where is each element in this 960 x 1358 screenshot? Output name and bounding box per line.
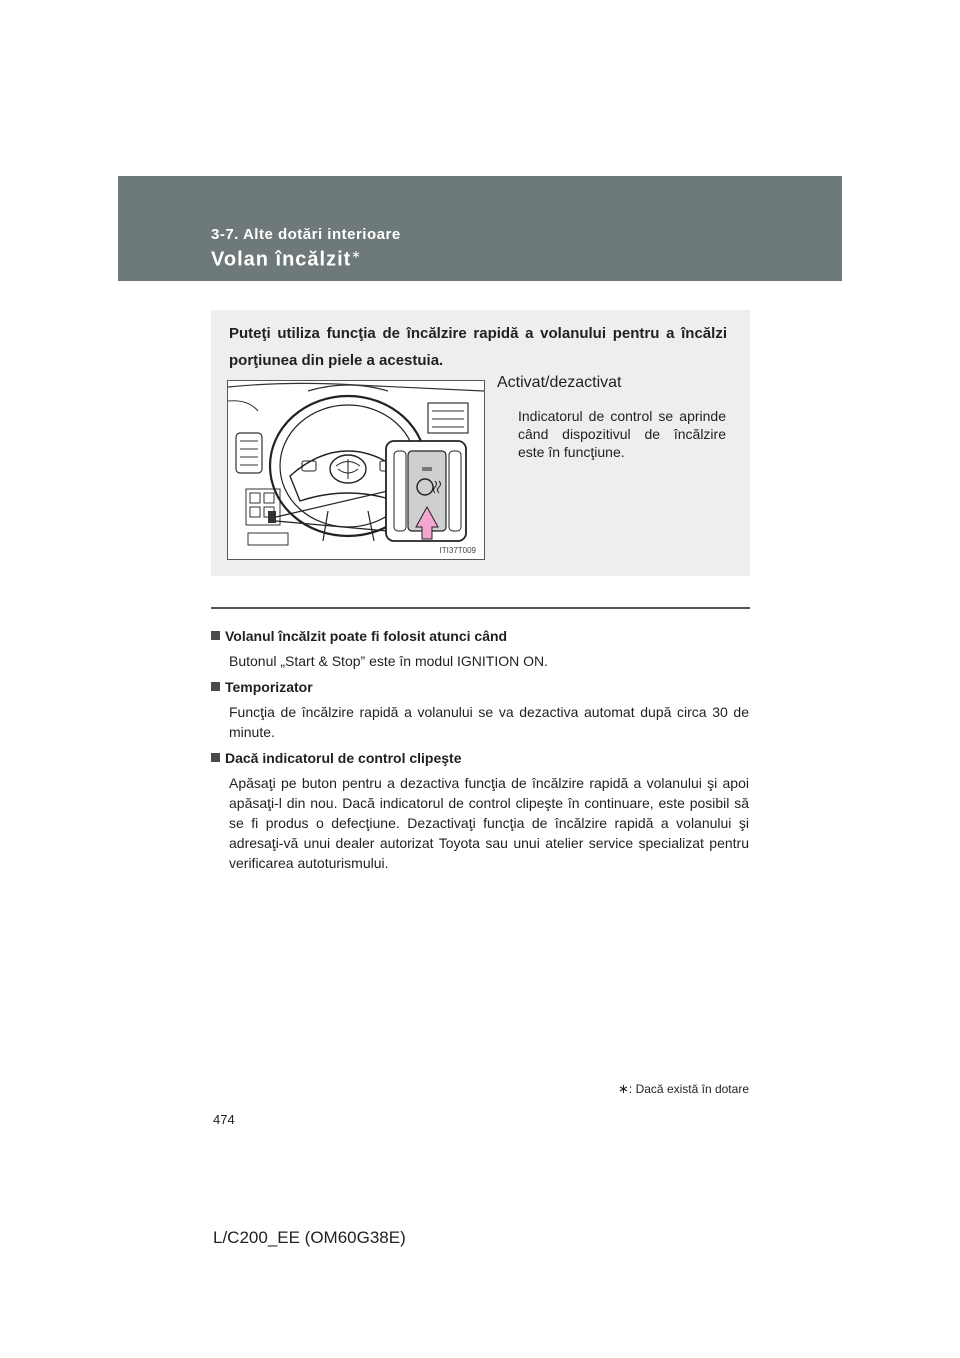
note-heading <box>211 748 749 768</box>
callout-title: Activat/dezactivat <box>497 374 622 391</box>
chapter-header <box>118 176 842 281</box>
note-item <box>211 748 749 873</box>
note-body: Apăsaţi pe buton pentru a dezactiva funcţia de încălzire rapidă a volanului şi apoi apăsaţi-l din nou. Dacă indicatorul de control clipeşte în continuare, este posibil să se fi produs o defecţiune. Dezactivaţi funcţia de încălzire rapidă a volanului şi adresaţi-vă unui dealer autorizat Toyota sau unui atelier service specializat pentru verificarea autoturismului. <box>229 775 749 871</box>
steering-wheel-drawing <box>228 381 484 559</box>
footnote <box>618 1081 749 1097</box>
notes-list <box>211 626 749 879</box>
page-title <box>211 248 362 272</box>
note-item <box>211 677 749 742</box>
asterisk-icon: ∗ <box>618 1081 629 1096</box>
note-heading <box>211 677 749 697</box>
square-bullet-icon <box>211 753 220 762</box>
info-box <box>211 310 750 576</box>
section-label: 3-7. Alte dotări interioare <box>211 226 401 243</box>
intro-text: Puteţi utiliza funcţia de încălzire rapidă a volanului pentru a încălzi porţiunea din piele a acestuia. <box>229 325 727 369</box>
steering-wheel-illustration <box>227 380 485 560</box>
figure-code: ITI37T009 <box>439 546 476 555</box>
note-heading-text: Volanul încălzit poate fi folosit atunci când <box>225 628 508 644</box>
page-title-text: Volan încălzit <box>211 248 352 271</box>
callout-text: Indicatorul de control se aprinde când dispozitivul de încălzire este în funcţiune. <box>518 408 726 460</box>
note-body: Butonul „Start & Stop” este în modul IGNITION ON. <box>229 653 549 669</box>
note-item <box>211 626 749 671</box>
note-heading-text: Dacă indicatorul de control clipeşte <box>225 750 462 766</box>
footnote-text: : Dacă există în dotare <box>628 1082 749 1096</box>
section-divider <box>211 607 750 609</box>
model-code: L/C200_EE (OM60G38E) <box>213 1228 406 1247</box>
page-number: 474 <box>213 1112 235 1127</box>
square-bullet-icon <box>211 631 220 640</box>
note-heading <box>211 626 749 646</box>
square-bullet-icon <box>211 682 220 691</box>
note-heading-text: Temporizator <box>225 679 313 695</box>
optional-equipment-mark: ∗ <box>351 249 362 261</box>
note-body: Funcţia de încălzire rapidă a volanului se va dezactiva automat după circa 30 de minute. <box>229 704 749 740</box>
